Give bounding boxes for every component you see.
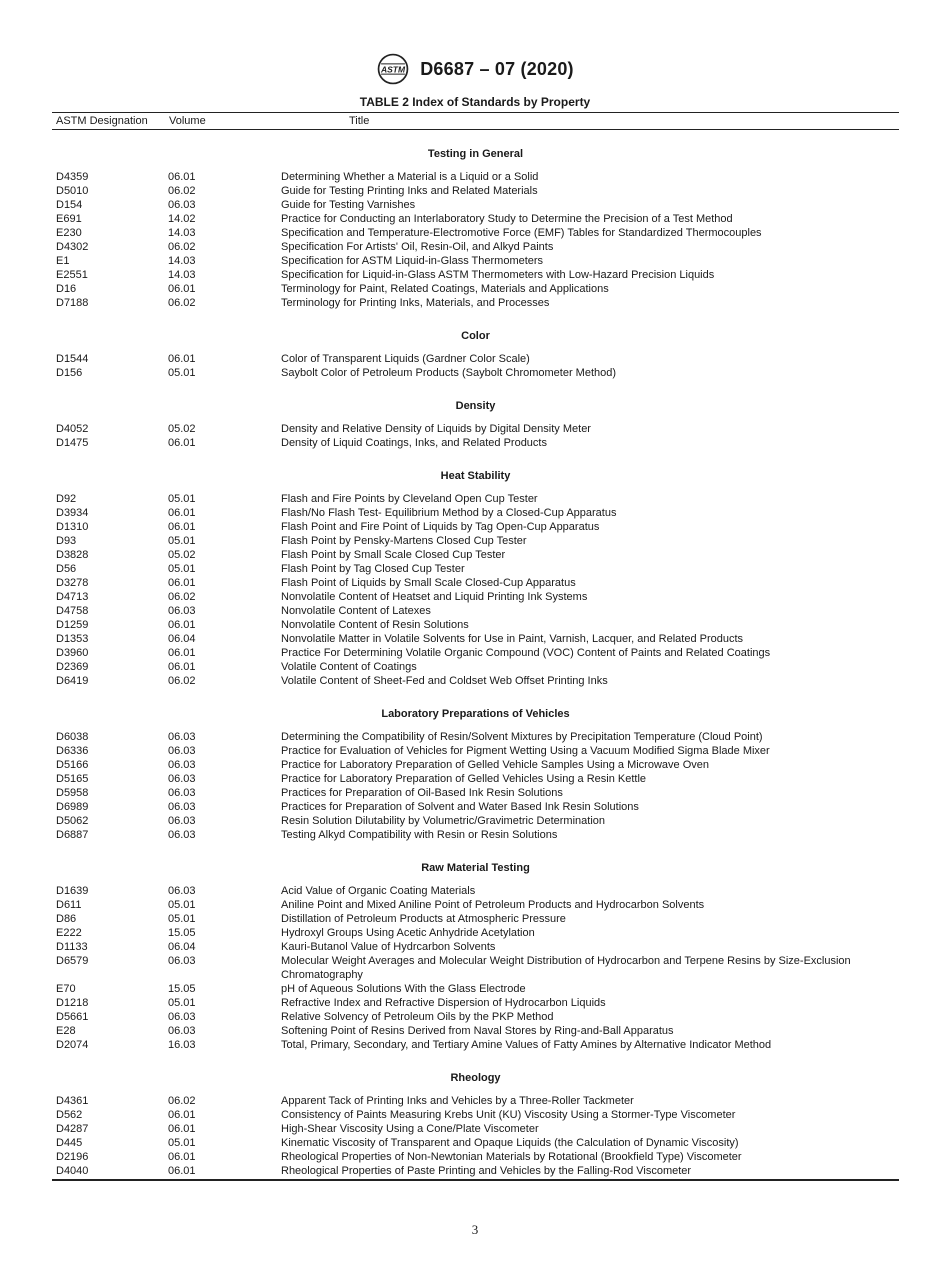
volume-cell: 06.03 — [168, 773, 196, 785]
volume-cell: 06.01 — [168, 171, 196, 183]
astm-logo-icon — [376, 52, 410, 86]
volume-cell: 06.01 — [168, 661, 196, 673]
designation-cell: D1218 — [56, 997, 89, 1009]
title-cell: Specification and Temperature-Electromotive Force (EMF) Tables for Standardized Thermocouples — [281, 227, 762, 239]
title-cell: Aniline Point and Mixed Aniline Point of Petroleum Products and Hydrocarbon Solvents — [281, 899, 705, 911]
table-bottom-rule — [52, 1179, 899, 1181]
section-title: Laboratory Preparations of Vehicles — [381, 708, 570, 720]
volume-cell: 06.03 — [168, 815, 196, 827]
table-row — [52, 296, 899, 310]
title-cell: Specification for Liquid-in-Glass ASTM Thermometers with Low-Hazard Precision Liquids — [281, 269, 715, 281]
title-cell: Hydroxyl Groups Using Acetic Anhydride Acetylation — [281, 927, 535, 939]
designation-cell: D6989 — [56, 801, 89, 813]
table-row — [52, 590, 899, 604]
volume-cell: 05.01 — [168, 1137, 196, 1149]
table-row — [52, 562, 899, 576]
designation-cell: D6887 — [56, 829, 89, 841]
column-header-designation: ASTM Designation — [56, 115, 148, 127]
table-row — [52, 268, 899, 282]
table-row — [52, 520, 899, 534]
title-cell: Volatile Content of Coatings — [281, 661, 417, 673]
table-row — [52, 436, 899, 450]
volume-cell: 06.03 — [168, 801, 196, 813]
designation-cell: D1353 — [56, 633, 89, 645]
table-row — [52, 926, 899, 940]
title-cell: Guide for Testing Varnishes — [281, 199, 416, 211]
volume-cell: 14.03 — [168, 269, 196, 281]
table-row — [52, 604, 899, 618]
volume-cell: 06.01 — [168, 1151, 196, 1163]
title-cell: Flash Point by Tag Closed Cup Tester — [281, 563, 465, 575]
title-cell: Molecular Weight Averages and Molecular Weight Distribution of Hydrocarbon and Terpene Resins by Size-Exclusion Chromatography — [281, 955, 851, 981]
table-row — [52, 1024, 899, 1038]
table-row — [52, 1164, 899, 1178]
designation-cell: D5010 — [56, 185, 89, 197]
title-cell: Specification for ASTM Liquid-in-Glass Thermometers — [281, 255, 544, 267]
designation-cell: E2551 — [56, 269, 88, 281]
designation-cell: D4758 — [56, 605, 89, 617]
section-title: Testing in General — [427, 148, 524, 160]
designation-cell: D4361 — [56, 1095, 89, 1107]
designation-cell: D92 — [56, 493, 77, 505]
table-row — [52, 772, 899, 786]
title-cell: Practice for Conducting an Interlaboratory Study to Determine the Precision of a Test Method — [281, 213, 733, 225]
volume-cell: 06.01 — [168, 1165, 196, 1177]
table-row — [52, 940, 899, 954]
volume-cell: 15.05 — [168, 927, 196, 939]
title-cell: Terminology for Printing Inks, Materials, and Processes — [281, 297, 550, 309]
volume-cell: 06.03 — [168, 745, 196, 757]
section-spacer — [52, 842, 899, 856]
volume-cell: 05.01 — [168, 899, 196, 911]
table-row — [52, 1136, 899, 1150]
volume-cell: 06.01 — [168, 577, 196, 589]
volume-cell: 06.03 — [168, 885, 196, 897]
title-cell: Practice for Laboratory Preparation of Gelled Vehicle Samples Using a Microwave Oven — [281, 759, 709, 771]
table-row — [52, 170, 899, 184]
section-title: Raw Material Testing — [421, 862, 530, 874]
title-cell: Total, Primary, Secondary, and Tertiary Amine Values of Fatty Amines by Alternative Indicator Method — [281, 1039, 772, 1051]
table-row — [52, 814, 899, 828]
volume-cell: 05.01 — [168, 367, 196, 379]
designation-cell: D4052 — [56, 423, 89, 435]
table-row — [52, 548, 899, 562]
volume-cell: 06.03 — [168, 199, 196, 211]
title-cell: Acid Value of Organic Coating Materials — [281, 885, 476, 897]
title-cell: Softening Point of Resins Derived from Naval Stores by Ring-and-Ball Apparatus — [281, 1025, 674, 1037]
table-row — [52, 366, 899, 380]
section-spacer — [52, 1052, 899, 1066]
title-cell: Nonvolatile Content of Latexes — [281, 605, 431, 617]
volume-cell: 06.01 — [168, 283, 196, 295]
title-cell: Resin Solution Dilutability by Volumetric/Gravimetric Determination — [281, 815, 606, 827]
title-cell: Practice for Evaluation of Vehicles for Pigment Wetting Using a Vacuum Modified Sigma Blade Mixer — [281, 745, 770, 757]
designation-cell: D6038 — [56, 731, 89, 743]
designation-cell: D1133 — [56, 941, 88, 953]
table-row — [52, 1122, 899, 1136]
table-row — [52, 1094, 899, 1108]
volume-cell: 06.01 — [168, 507, 196, 519]
section-spacer — [52, 450, 899, 464]
title-cell: High-Shear Viscosity Using a Cone/Plate Viscometer — [281, 1123, 539, 1135]
table-row — [52, 184, 899, 198]
table-row — [52, 240, 899, 254]
designation-cell: D1475 — [56, 437, 89, 449]
title-cell: Practice For Determining Volatile Organic Compound (VOC) Content of Paints and Related Coatings — [281, 647, 771, 659]
designation-cell: D4040 — [56, 1165, 89, 1177]
designation-cell: E691 — [56, 213, 82, 225]
title-cell: Flash Point by Pensky-Martens Closed Cup Tester — [281, 535, 527, 547]
title-cell: Rheological Properties of Non-Newtonian Materials by Rotational (Brookfield Type) Viscometer — [281, 1151, 742, 1163]
title-cell: Consistency of Paints Measuring Krebs Unit (KU) Viscosity Using a Stormer-Type Viscometer — [281, 1109, 736, 1121]
volume-cell: 06.02 — [168, 297, 196, 309]
table-row — [52, 212, 899, 226]
designation-cell: D16 — [56, 283, 77, 295]
volume-cell: 06.03 — [168, 1011, 196, 1023]
logo-lettering: ASTM — [381, 64, 406, 75]
table-row — [52, 576, 899, 590]
title-cell: Saybolt Color of Petroleum Products (Saybolt Chromometer Method) — [281, 367, 617, 379]
volume-cell: 06.04 — [168, 941, 196, 953]
volume-cell: 14.03 — [168, 227, 196, 239]
volume-cell: 14.02 — [168, 213, 196, 225]
volume-cell: 06.01 — [168, 437, 196, 449]
title-cell: Terminology for Paint, Related Coatings, Materials and Applications — [281, 283, 609, 295]
table-row — [52, 254, 899, 268]
volume-cell: 06.03 — [168, 731, 196, 743]
title-cell: Flash and Fire Points by Cleveland Open Cup Tester — [281, 493, 538, 505]
volume-cell: 06.01 — [168, 353, 196, 365]
page-number: 3 — [471, 1222, 479, 1237]
table-row — [52, 1038, 899, 1052]
table-row — [52, 226, 899, 240]
table-row — [52, 492, 899, 506]
table-row — [52, 660, 899, 674]
table-row — [52, 758, 899, 772]
table-row — [52, 632, 899, 646]
volume-cell: 05.02 — [168, 549, 196, 561]
volume-cell: 06.03 — [168, 605, 196, 617]
designation-cell: D6336 — [56, 745, 89, 757]
table-row — [52, 730, 899, 744]
table-row — [52, 352, 899, 366]
section-title: Density — [455, 400, 496, 412]
table-row — [52, 674, 899, 688]
table-title: TABLE 2 Index of Standards by Property — [359, 95, 591, 109]
section-title: Color — [461, 330, 490, 342]
volume-cell: 15.05 — [168, 983, 196, 995]
column-header-title: Title — [349, 115, 370, 127]
table-row — [52, 786, 899, 800]
table-row — [52, 898, 899, 912]
volume-cell: 06.03 — [168, 955, 196, 967]
volume-cell: 06.02 — [168, 591, 196, 603]
designation-cell: D611 — [56, 899, 82, 911]
volume-cell: 06.01 — [168, 647, 196, 659]
volume-cell: 14.03 — [168, 255, 196, 267]
column-header-volume: Volume — [169, 115, 206, 127]
title-cell: Flash/No Flash Test- Equilibrium Method by a Closed-Cup Apparatus — [281, 507, 617, 519]
volume-cell: 06.02 — [168, 1095, 196, 1107]
volume-cell: 06.03 — [168, 829, 196, 841]
table-row — [52, 800, 899, 814]
volume-cell: 05.01 — [168, 493, 196, 505]
designation-cell: D6579 — [56, 955, 89, 967]
volume-cell: 06.02 — [168, 241, 196, 253]
designation-cell: D1259 — [56, 619, 89, 631]
designation-cell: D156 — [56, 367, 83, 379]
designation-cell: D5166 — [56, 759, 89, 771]
volume-cell: 06.02 — [168, 675, 196, 687]
document-designation: D6687 – 07 (2020) — [420, 58, 574, 79]
title-cell: Determining Whether a Material is a Liquid or a Solid — [281, 171, 539, 183]
volume-cell: 06.02 — [168, 185, 196, 197]
title-cell: Color of Transparent Liquids (Gardner Color Scale) — [281, 353, 530, 365]
designation-cell: D3278 — [56, 577, 89, 589]
designation-cell: D1310 — [56, 521, 89, 533]
designation-cell: D86 — [56, 913, 77, 925]
section-title: Rheology — [450, 1072, 501, 1084]
section-spacer — [52, 688, 899, 702]
designation-cell: D445 — [56, 1137, 83, 1149]
title-cell: Practice for Laboratory Preparation of Gelled Vehicles Using a Resin Kettle — [281, 773, 647, 785]
title-cell: Practices for Preparation of Solvent and Water Based Ink Resin Solutions — [281, 801, 639, 813]
volume-cell: 06.01 — [168, 619, 196, 631]
table-row — [52, 954, 899, 982]
volume-cell: 06.03 — [168, 1025, 196, 1037]
designation-cell: D4302 — [56, 241, 89, 253]
volume-cell: 06.03 — [168, 759, 196, 771]
designation-cell: D5661 — [56, 1011, 89, 1023]
table-row — [52, 1150, 899, 1164]
title-cell: Specification For Artists' Oil, Resin-Oil, and Alkyd Paints — [281, 241, 554, 253]
volume-cell: 06.01 — [168, 521, 196, 533]
designation-cell: D6419 — [56, 675, 89, 687]
designation-cell: D562 — [56, 1109, 83, 1121]
title-cell: Flash Point by Small Scale Closed Cup Tester — [281, 549, 506, 561]
table-row — [52, 996, 899, 1010]
section-title: Heat Stability — [440, 470, 511, 482]
section-spacer — [52, 310, 899, 324]
designation-cell: D154 — [56, 199, 83, 211]
designation-cell: D4713 — [56, 591, 89, 603]
table-header-rule — [52, 129, 899, 130]
volume-cell: 05.01 — [168, 997, 196, 1009]
title-cell: Flash Point and Fire Point of Liquids by Tag Open-Cup Apparatus — [281, 521, 600, 533]
designation-cell: D4359 — [56, 171, 89, 183]
designation-cell: D3828 — [56, 549, 89, 561]
designation-cell: D3934 — [56, 507, 89, 519]
table-body — [52, 142, 899, 1178]
designation-cell: D56 — [56, 563, 77, 575]
title-cell: Nonvolatile Content of Heatset and Liquid Printing Ink Systems — [281, 591, 588, 603]
designation-cell: D93 — [56, 535, 77, 547]
table-row — [52, 828, 899, 842]
title-cell: Kauri-Butanol Value of Hydrcarbon Solvents — [281, 941, 496, 953]
volume-cell: 16.03 — [168, 1039, 196, 1051]
title-cell: Rheological Properties of Paste Printing and Vehicles by the Falling-Rod Viscometer — [281, 1165, 692, 1177]
volume-cell: 05.01 — [168, 913, 196, 925]
table-row — [52, 744, 899, 758]
designation-cell: E230 — [56, 227, 82, 239]
title-cell: Refractive Index and Refractive Dispersion of Hydrocarbon Liquids — [281, 997, 606, 1009]
table-row — [52, 618, 899, 632]
table-row — [52, 282, 899, 296]
title-cell: Practices for Preparation of Oil-Based Ink Resin Solutions — [281, 787, 563, 799]
designation-cell: D3960 — [56, 647, 89, 659]
table-row — [52, 646, 899, 660]
designation-cell: E70 — [56, 983, 76, 995]
table-row — [52, 506, 899, 520]
table-row — [52, 1108, 899, 1122]
designation-cell: D7188 — [56, 297, 89, 309]
title-cell: Relative Solvency of Petroleum Oils by the PKP Method — [281, 1011, 554, 1023]
title-cell: Density and Relative Density of Liquids by Digital Density Meter — [281, 423, 591, 435]
volume-cell: 06.03 — [168, 787, 196, 799]
volume-cell: 05.01 — [168, 563, 196, 575]
table-row — [52, 422, 899, 436]
title-cell: Nonvolatile Content of Resin Solutions — [281, 619, 469, 631]
volume-cell: 06.01 — [168, 1109, 196, 1121]
designation-cell: D5062 — [56, 815, 89, 827]
title-cell: Flash Point of Liquids by Small Scale Closed-Cup Apparatus — [281, 577, 576, 589]
title-cell: Testing Alkyd Compatibility with Resin or Resin Solutions — [281, 829, 558, 841]
designation-cell: D1544 — [56, 353, 89, 365]
designation-cell: D2074 — [56, 1039, 89, 1051]
volume-cell: 05.02 — [168, 423, 196, 435]
designation-cell: D4287 — [56, 1123, 89, 1135]
volume-cell: 06.04 — [168, 633, 196, 645]
volume-cell: 05.01 — [168, 535, 196, 547]
table-row — [52, 198, 899, 212]
title-cell: Volatile Content of Sheet-Fed and Coldset Web Offset Printing Inks — [281, 675, 608, 687]
title-cell: pH of Aqueous Solutions With the Glass Electrode — [281, 983, 526, 995]
title-cell: Apparent Tack of Printing Inks and Vehicles by a Three-Roller Tackmeter — [281, 1095, 634, 1107]
table-row — [52, 982, 899, 996]
title-cell: Density of Liquid Coatings, Inks, and Related Products — [281, 437, 547, 449]
designation-cell: D5958 — [56, 787, 89, 799]
table-row — [52, 1010, 899, 1024]
designation-cell: D2196 — [56, 1151, 89, 1163]
table-row — [52, 884, 899, 898]
volume-cell: 06.01 — [168, 1123, 196, 1135]
designation-cell: D2369 — [56, 661, 89, 673]
title-cell: Guide for Testing Printing Inks and Related Materials — [281, 185, 538, 197]
title-cell: Nonvolatile Matter in Volatile Solvents for Use in Paint, Varnish, Lacquer, and Related Products — [281, 633, 744, 645]
title-cell: Determining the Compatibility of Resin/Solvent Mixtures by Precipitation Temperature (Cloud Point) — [281, 731, 763, 743]
section-spacer — [52, 380, 899, 394]
table-row — [52, 534, 899, 548]
designation-cell: E222 — [56, 927, 82, 939]
designation-cell: D1639 — [56, 885, 89, 897]
title-cell: Kinematic Viscosity of Transparent and Opaque Liquids (the Calculation of Dynamic Viscosity) — [281, 1137, 739, 1149]
designation-cell: D5165 — [56, 773, 89, 785]
title-cell: Distillation of Petroleum Products at Atmospheric Pressure — [281, 913, 566, 925]
document-header — [0, 52, 950, 86]
table-top-rule — [52, 112, 899, 113]
designation-cell: E1 — [56, 255, 70, 267]
designation-cell: E28 — [56, 1025, 76, 1037]
table-row — [52, 912, 899, 926]
